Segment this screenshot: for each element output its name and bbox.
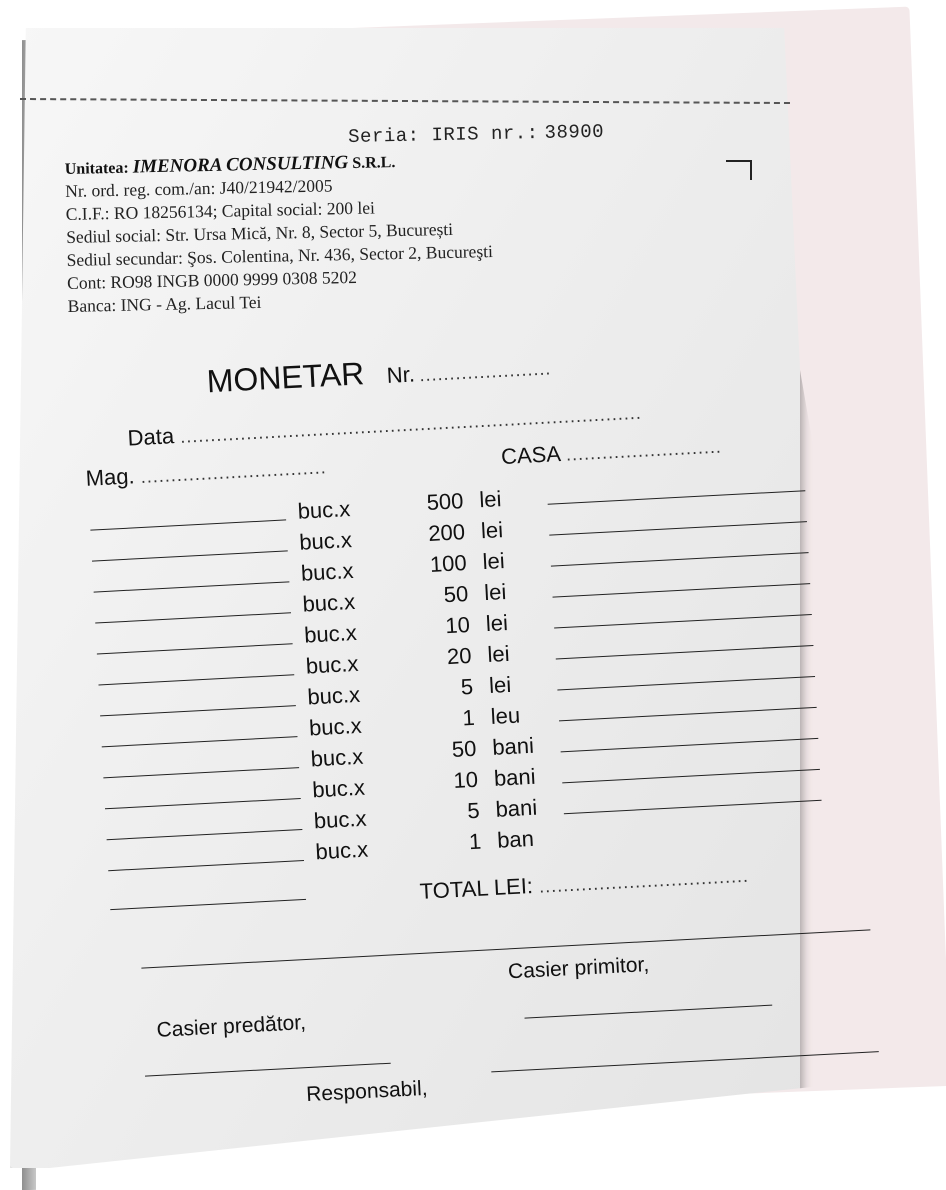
value-field[interactable]: [564, 800, 822, 815]
mag-field[interactable]: ...............................: [140, 457, 328, 487]
casier-predator-label: Casier predător,: [156, 1011, 307, 1042]
responsabil-label: Responsabil,: [305, 1076, 429, 1107]
denomination-currency: lei: [480, 517, 504, 544]
unit-label: buc.x: [311, 774, 366, 803]
quantity-field[interactable]: [108, 860, 304, 871]
denomination-amount: 1: [468, 828, 482, 855]
denomination-amount: 20: [446, 642, 473, 670]
serial-value: 38900: [544, 120, 605, 144]
quantity-field[interactable]: [107, 829, 303, 840]
value-field[interactable]: [548, 490, 806, 505]
cif-line: C.I.F.: RO 18256134; Capital social: 200 lei: [65, 197, 376, 224]
sediu-secundar-line: Sediul secundar: Şos. Colentina, Nr. 436, Sector 2, Bucureşti: [66, 241, 494, 270]
unit-label: buc.x: [314, 836, 369, 865]
value-field[interactable]: [554, 614, 812, 629]
denomination-amount: 500: [426, 488, 465, 516]
denomination-currency: leu: [490, 702, 521, 729]
form-title: MONETAR: [205, 355, 366, 400]
quantity-field[interactable]: [103, 767, 299, 778]
nr-field[interactable]: ......................: [418, 358, 552, 386]
value-field[interactable]: [553, 583, 811, 598]
denomination-amount: 5: [460, 673, 474, 700]
denomination-amount: 50: [451, 735, 477, 763]
denomination-amount: 10: [452, 766, 479, 793]
unit-label: buc.x: [300, 557, 355, 586]
total-field[interactable]: ...................................: [538, 865, 750, 897]
casier-primitor-label: Casier primitor,: [507, 953, 650, 984]
company-header: [64, 119, 688, 318]
company-suffix: S.R.L.: [352, 154, 396, 172]
value-field[interactable]: [551, 552, 809, 567]
denomination-currency: bani: [493, 763, 537, 791]
denomination-amount: 50: [443, 581, 469, 608]
quantity-field[interactable]: [92, 550, 288, 561]
mag-label: Mag.: [85, 463, 136, 491]
denomination-amount: 5: [466, 797, 481, 824]
denomination-currency: lei: [485, 609, 509, 637]
denomination-currency: lei: [486, 640, 511, 668]
serial-label: Seria: IRIS nr.:: [347, 122, 539, 149]
value-field[interactable]: [557, 676, 815, 691]
corner-mark: [726, 160, 752, 180]
denomination-currency: lei: [483, 579, 507, 606]
quantity-field[interactable]: [98, 674, 294, 685]
casa-field[interactable]: ..........................: [565, 436, 723, 465]
denomination-amount: 200: [427, 519, 466, 546]
value-field[interactable]: [549, 521, 807, 536]
denomination-currency: ban: [496, 825, 535, 853]
unit-label: buc.x: [313, 805, 368, 834]
quantity-field[interactable]: [94, 581, 290, 592]
sediu-social-line: Sediul social: Str. Ursa Mică, Nr. 8, Sector 5, București: [65, 218, 454, 247]
casa-label: CASA: [500, 441, 561, 470]
unit-label: buc.x: [310, 743, 364, 772]
denomination-currency: lei: [488, 671, 512, 699]
date-label: Data: [126, 423, 175, 451]
denomination-amount: 1: [461, 704, 476, 731]
quantity-field[interactable]: [90, 519, 286, 530]
unit-label: Unitatea:: [64, 159, 129, 178]
reg-com-line: Nr. ord. reg. com./an: J40/21942/2005: [65, 175, 333, 201]
quantity-field[interactable]: [105, 798, 301, 809]
denomination-currency: bani: [491, 732, 535, 760]
date-field[interactable]: .............................................................................: [179, 402, 643, 447]
unit-label: buc.x: [306, 681, 361, 710]
unit-label: buc.x: [305, 650, 359, 679]
unit-label: buc.x: [303, 619, 358, 648]
value-field[interactable]: [559, 707, 817, 722]
denomination-amount: 100: [429, 550, 468, 577]
denomination-amount: 10: [444, 611, 471, 639]
company-name: IMENORA CONSULTING: [132, 152, 349, 178]
banca-line: Banca: ING - Ag. Lacul Tei: [67, 291, 262, 316]
nr-label: Nr.: [386, 361, 416, 388]
denomination-currency: lei: [481, 548, 506, 575]
cont-line: Cont: RO98 INGB 0000 9999 0308 5202: [66, 266, 358, 293]
unit-label: buc.x: [298, 527, 353, 555]
unit-label: buc.x: [301, 588, 356, 617]
denomination-currency: bani: [494, 794, 538, 822]
unit-label: buc.x: [297, 496, 351, 524]
total-label: TOTAL LEI:: [419, 873, 534, 904]
value-field[interactable]: [561, 738, 819, 753]
denomination-table: [87, 470, 865, 881]
quantity-field[interactable]: [97, 643, 293, 654]
denomination-currency: lei: [478, 486, 502, 513]
quantity-field[interactable]: [102, 736, 298, 747]
value-field[interactable]: [556, 645, 814, 660]
value-field[interactable]: [562, 769, 820, 784]
quantity-field[interactable]: [95, 612, 291, 623]
quantity-field[interactable]: [100, 705, 296, 716]
unit-label: buc.x: [308, 712, 363, 741]
